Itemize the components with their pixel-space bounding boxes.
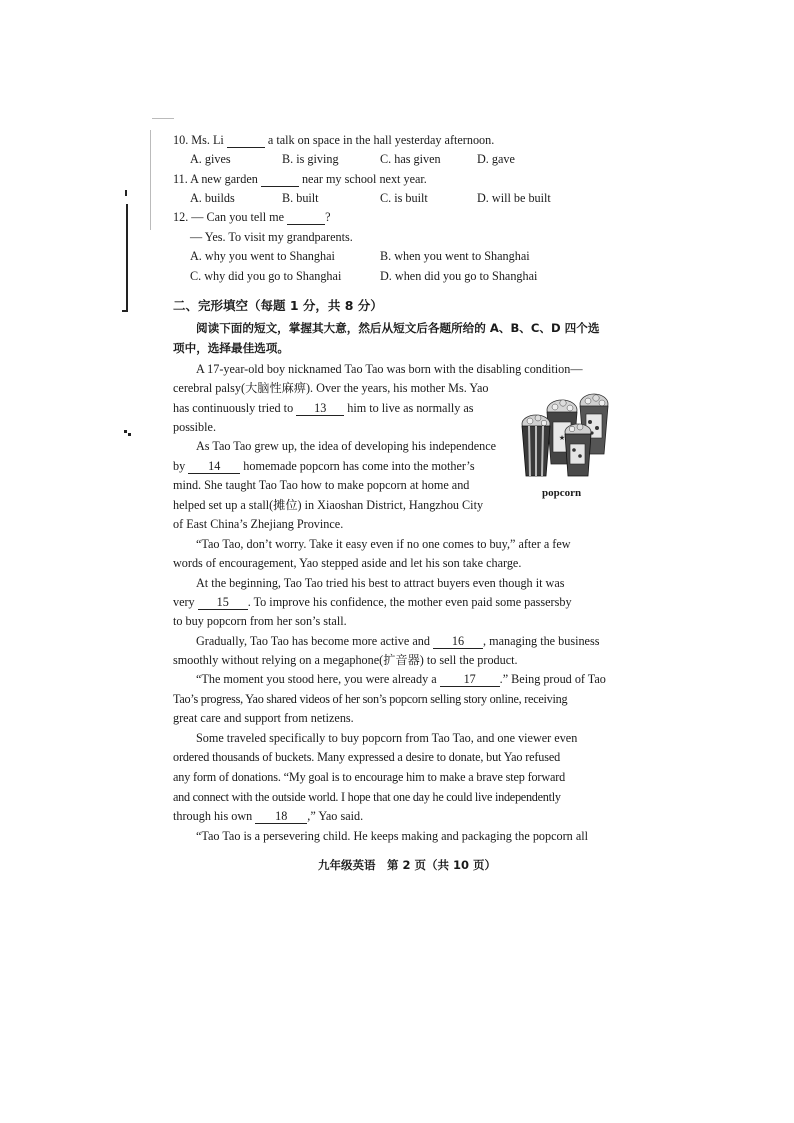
passage-line — [173, 458, 475, 474]
passage-line: helped set up a stall(摊位) in Xiaoshan District, Hangzhou City — [173, 498, 484, 512]
passage-line: ordered thousands of buckets. Many expressed a desire to donate, but Yao refused — [173, 750, 561, 764]
passage-line: mind. She taught Tao Tao how to make popcorn at home and — [173, 478, 470, 492]
question-10-option-d: D. gave — [477, 152, 515, 166]
section-instruction-line-2: 项中，选择最佳选项。 — [173, 341, 289, 355]
passage-line — [173, 594, 572, 610]
passage-line: Tao’s progress, Yao shared videos of her son’s popcorn selling story online, receiving — [173, 692, 568, 706]
blank-18: 18 — [255, 810, 307, 824]
question-11-option-b: B. built — [282, 191, 319, 205]
blank-14: 14 — [188, 460, 240, 474]
question-10-stem — [173, 132, 494, 148]
passage-text: “The moment you stood here, you were already a — [196, 672, 437, 686]
question-10-text-end: a talk on space in the hall yesterday afternoon. — [267, 133, 495, 147]
passage-line: smoothly without relying on a megaphone(扩音器) to sell the product. — [173, 653, 518, 667]
passage-line: words of encouragement, Yao stepped aside and let his son take charge. — [173, 556, 522, 570]
question-12-text-end: ? — [325, 210, 331, 224]
question-11-stem — [173, 171, 427, 187]
popcorn-buckets-icon — [514, 392, 612, 478]
passage-text: has continuously tried to — [173, 401, 294, 415]
passage-text: homemade popcorn has come into the mother’s — [243, 459, 475, 473]
passage-text: . To improve his confidence, the mother even paid some passersby — [247, 595, 572, 609]
question-12-option-b: B. when you went to Shanghai — [380, 249, 530, 263]
blank-16: 16 — [433, 635, 483, 649]
question-11-blank — [261, 173, 299, 187]
passage-line: As Tao Tao grew up, the idea of developing his independence — [196, 439, 497, 453]
passage-line — [173, 400, 474, 416]
passage-text: , managing the business — [483, 634, 600, 648]
question-11-text: 11. A new garden — [173, 172, 258, 186]
scan-dot — [124, 430, 127, 433]
question-11-option-c: C. is built — [380, 191, 428, 205]
passage-line: At the beginning, Tao Tao tried his best to attract buyers even though it was — [196, 576, 565, 590]
passage-text: through his own — [173, 809, 253, 823]
scan-dot — [128, 433, 131, 436]
passage-line — [173, 808, 363, 824]
question-11-option-d: D. will be built — [477, 191, 551, 205]
section-instruction-line-1: 阅读下面的短文，掌握其大意，然后从短文后各题所给的 A、B、C、D 四个选 — [196, 321, 600, 335]
passage-line: to buy popcorn from her son’s stall. — [173, 614, 347, 628]
passage-text: .” Being proud of Tao — [499, 672, 606, 686]
popcorn-caption: popcorn — [542, 487, 582, 499]
passage-text: ,” Yao said. — [307, 809, 364, 823]
passage-line: “Tao Tao, don’t worry. Take it easy even if no one comes to buy,” after a few — [196, 537, 571, 551]
passage-text: him to live as normally as — [347, 401, 474, 415]
passage-line: Some traveled specifically to buy popcorn from Tao Tao, and one viewer even — [196, 731, 578, 745]
question-12-blank — [287, 211, 325, 225]
question-12-option-d: D. when did you go to Shanghai — [380, 269, 538, 283]
question-12-text: 12. — Can you tell me — [173, 210, 285, 224]
question-12-stem — [173, 209, 331, 225]
question-12-reply: — Yes. To visit my grandparents. — [190, 230, 353, 244]
svg-text:★: ★ — [558, 435, 566, 442]
question-12-option-c: C. why did you go to Shanghai — [190, 269, 342, 283]
passage-line: great care and support from netizens. — [173, 711, 354, 725]
question-10-blank — [227, 134, 265, 148]
passage-line — [196, 671, 606, 687]
passage-text: very — [173, 595, 195, 609]
passage-text: by — [173, 459, 186, 473]
passage-line: and connect with the outside world. I hope that one day he could live independently — [173, 790, 561, 804]
question-10-option-c: C. has given — [380, 152, 441, 166]
passage-line: of East China’s Zhejiang Province. — [173, 517, 344, 531]
top-margin-line — [152, 118, 174, 119]
section-heading: 二、完形填空（每题 1 分，共 8 分） — [173, 298, 383, 313]
blank-17: 17 — [440, 673, 500, 687]
question-12-option-a: A. why you went to Shanghai — [190, 249, 335, 263]
question-10-text: 10. Ms. Li — [173, 133, 224, 147]
binding-line — [126, 204, 128, 312]
blank-13: 13 — [296, 402, 344, 416]
passage-line: possible. — [173, 420, 216, 434]
page-footer: 九年级英语 第 2 页（共 10 页） — [318, 858, 497, 872]
binding-tick — [122, 310, 128, 312]
passage-line: A 17-year-old boy nicknamed Tao Tao was born with the disabling condition— — [196, 362, 583, 376]
question-11-option-a: A. builds — [190, 191, 235, 205]
passage-text: Gradually, Tao Tao has become more active and — [196, 634, 430, 648]
popcorn-image — [514, 392, 612, 478]
passage-line: cerebral palsy(大脑性麻痹). Over the years, his mother Ms. Yao — [173, 381, 489, 395]
passage-line: “Tao Tao is a persevering child. He keeps making and packaging the popcorn all — [196, 829, 588, 843]
left-margin-line — [150, 130, 151, 230]
passage-line — [196, 633, 599, 649]
question-10-option-b: B. is giving — [282, 152, 339, 166]
question-10-option-a: A. gives — [190, 152, 231, 166]
blank-15: 15 — [198, 596, 248, 610]
scan-dot — [125, 190, 127, 196]
passage-line: any form of donations. “My goal is to encourage him to make a brave step forward — [173, 770, 566, 784]
question-11-text-end: near my school next year. — [301, 172, 427, 186]
